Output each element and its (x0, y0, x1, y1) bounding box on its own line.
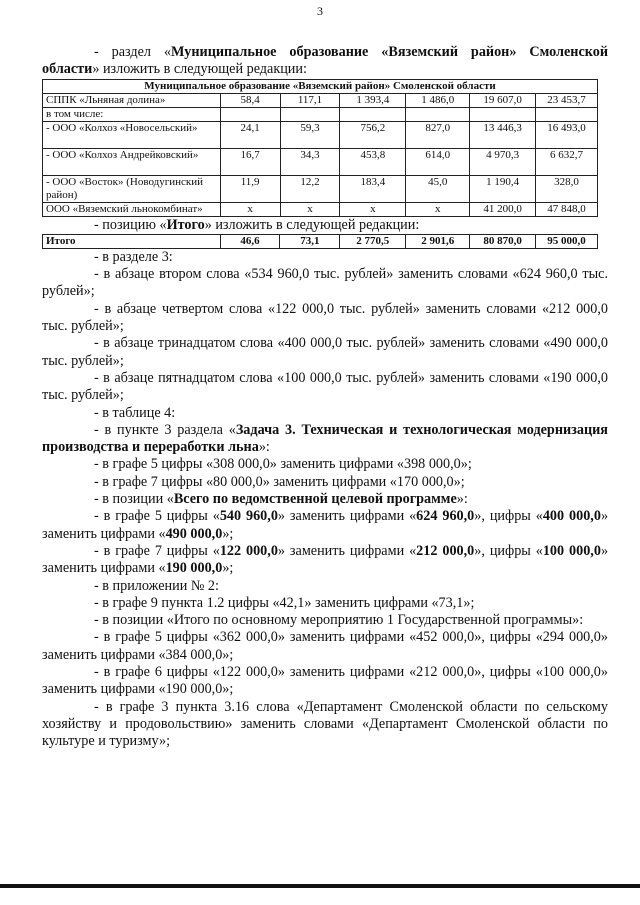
paragraph: - в графе 6 цифры «122 000,0» заменить цифрами «212 000,0», цифры «100 000,0» заменить цифрами «190 000,0»; (42, 664, 608, 698)
cell (406, 107, 470, 121)
paragraph: - в графе 5 цифры «308 000,0» заменить цифрами «398 000,0»; (94, 456, 472, 473)
cell: х (220, 202, 280, 216)
paragraph: - в приложении № 2: (94, 577, 219, 594)
paragraph: - в графе 9 пункта 1.2 цифры «42,1» заменить цифрами «73,1»; (94, 594, 475, 611)
cell (220, 107, 280, 121)
cell: х (280, 202, 340, 216)
paragraph: - в разделе 3: (94, 248, 173, 265)
cell: 183,4 (340, 175, 406, 202)
paragraph: - в графе 5 цифры «362 000,0» заменить цифрами «452 000,0», цифры «294 000,0» заменить цифрами «384 000,0»; (42, 629, 608, 663)
document-body (42, 44, 608, 751)
bottom-rule (0, 884, 640, 888)
table-row (43, 93, 598, 107)
cell: 59,3 (280, 121, 340, 148)
cell: 13 446,3 (470, 121, 536, 148)
table-header-row (43, 79, 598, 93)
paragraph: - в таблице 4: (94, 404, 176, 421)
paragraph: - в графе 7 цифры «80 000,0» заменить цифрами «170 000,0»; (94, 473, 465, 490)
cell: 73,1 (280, 234, 340, 248)
paragraph: - в позиции «Итого по основному мероприятию 1 Государственной программы»: (94, 612, 584, 629)
cell: 6 632,7 (536, 148, 598, 175)
cell (536, 107, 598, 121)
row-label: - ООО «Восток» (Новодугинский район) (43, 175, 221, 202)
cell (340, 107, 406, 121)
paragraph: - в абзаце втором слова «534 960,0 тыс. рублей» заменить словами «624 960,0 тыс. рублей»; (42, 266, 608, 300)
cell: х (406, 202, 470, 216)
table-row (43, 175, 598, 202)
cell: 453,8 (340, 148, 406, 175)
row-label: СППК «Льняная долина» (43, 93, 221, 107)
cell: 614,0 (406, 148, 470, 175)
cell: 827,0 (406, 121, 470, 148)
cell: х (340, 202, 406, 216)
cell: 756,2 (340, 121, 406, 148)
cell: 80 870,0 (470, 234, 536, 248)
cell: 1 486,0 (406, 93, 470, 107)
row-label: ООО «Вяземский льнокомбинат» (43, 202, 221, 216)
page-number: 3 (317, 4, 323, 18)
cell: 46,6 (220, 234, 280, 248)
cell: 16 493,0 (536, 121, 598, 148)
paragraph: - в графе 3 пункта 3.16 слова «Департамент Смоленской области по сельскому хозяйству и продовольствию» заменить словами «Департамент Смоленской области по культуре и туризму»; (42, 698, 608, 750)
cell: 12,2 (280, 175, 340, 202)
cell: 23 453,7 (536, 93, 598, 107)
cell: 1 393,4 (340, 93, 406, 107)
table-row (43, 121, 598, 148)
paragraph: - в абзаце тринадцатом слова «400 000,0 тыс. рублей» заменить словами «490 000,0 тыс. рублей»; (42, 335, 608, 369)
paragraph: - в графе 5 цифры «540 960,0» заменить цифрами «624 960,0», цифры «400 000,0» заменить цифрами «490 000,0»; (42, 508, 609, 542)
cell: 45,0 (406, 175, 470, 202)
cell (470, 107, 536, 121)
cell: 47 848,0 (536, 202, 598, 216)
cell: 16,7 (220, 148, 280, 175)
table-header: Муниципальное образование «Вяземский район» Смоленской области (43, 79, 598, 93)
row-label: Итого (43, 234, 221, 248)
section-replace-paragraph: - раздел «Муниципальное образование «Вяземский район» Смоленской области» изложить в следующей редакции: (42, 44, 609, 78)
cell: 58,4 (220, 93, 280, 107)
table-row (43, 202, 598, 216)
paragraph: - в абзаце пятнадцатом слова «100 000,0 тыс. рублей» заменить словами «190 000,0 тыс. рублей»; (42, 369, 608, 404)
cell: 117,1 (280, 93, 340, 107)
cell: 328,0 (536, 175, 598, 202)
row-label: - ООО «Колхоз «Новосельский» (43, 121, 221, 148)
table-row (43, 148, 598, 175)
cell: 4 970,3 (470, 148, 536, 175)
municipality-table (42, 79, 598, 217)
cell: 41 200,0 (470, 202, 536, 216)
cell: 24,1 (220, 121, 280, 148)
cell (280, 107, 340, 121)
cell: 34,3 (280, 148, 340, 175)
cell: 95 000,0 (536, 234, 598, 248)
row-label: в том числе: (43, 107, 221, 121)
cell: 1 190,4 (470, 175, 536, 202)
cell: 2 901,6 (406, 234, 470, 248)
cell: 11,9 (220, 175, 280, 202)
total-table (42, 234, 598, 249)
cell: 19 607,0 (470, 93, 536, 107)
paragraph: - в абзаце четвертом слова «122 000,0 тыс. рублей» заменить словами «212 000,0 тыс. рублей»; (42, 300, 608, 335)
paragraph: - в позиции «Всего по ведомственной целевой программе»: (94, 491, 468, 508)
paragraph: - в пункте 3 раздела «Задача 3. Техническая и технологическая модернизация производства и переработки льна»: (42, 421, 608, 456)
total-replace-paragraph: - позицию «Итого» изложить в следующей редакции: (94, 216, 420, 233)
cell: 2 770,5 (340, 234, 406, 248)
paragraph: - в графе 7 цифры «122 000,0» заменить цифрами «212 000,0», цифры «100 000,0» заменить цифрами «190 000,0»; (42, 542, 609, 577)
total-row (43, 234, 598, 248)
row-label: - ООО «Колхоз Андрейковский» (43, 148, 221, 175)
table-row (43, 107, 598, 121)
